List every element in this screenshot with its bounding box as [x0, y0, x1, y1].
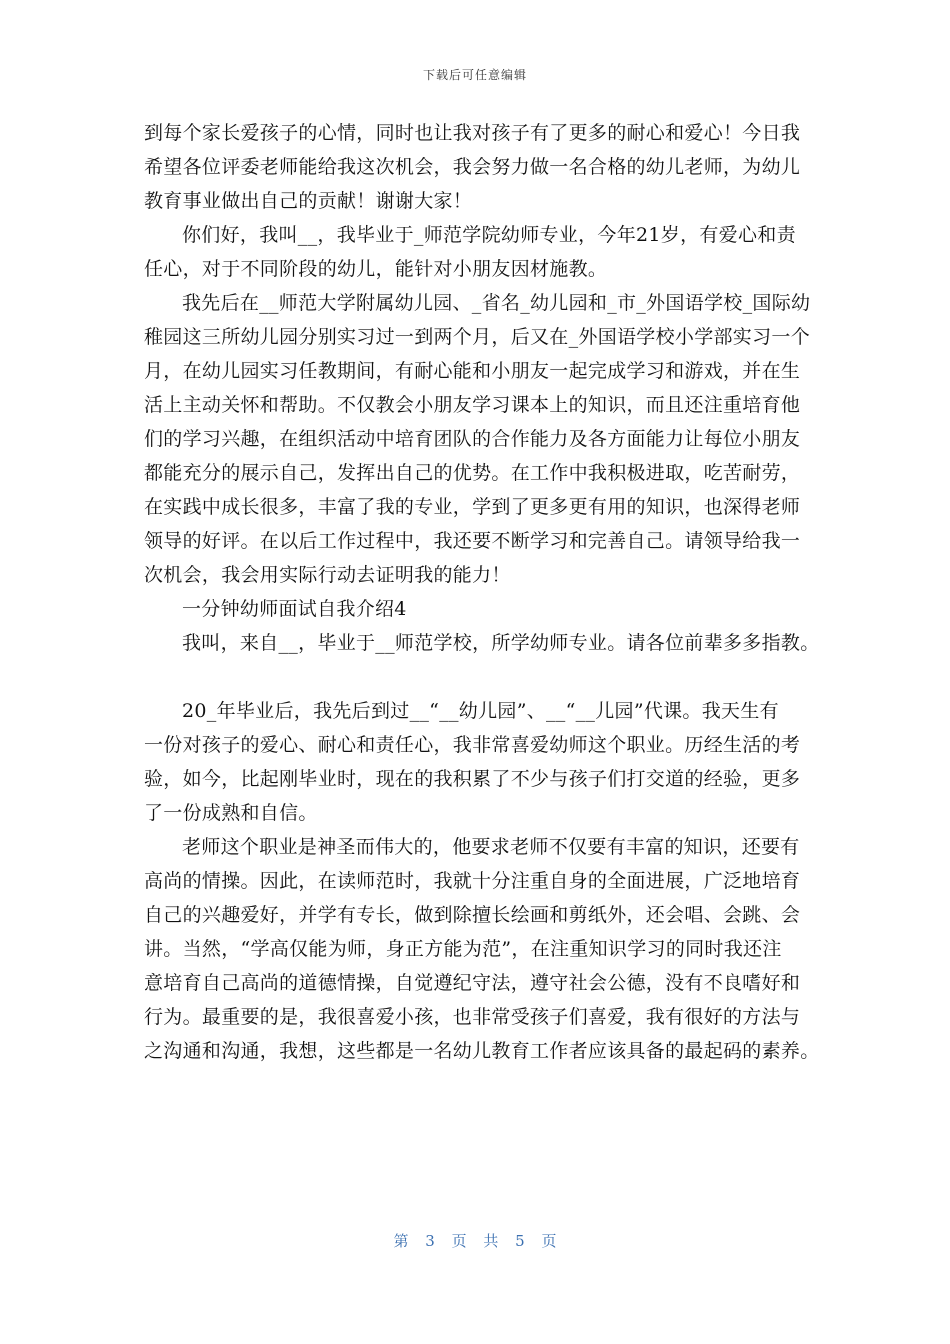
- text-line: 领导的好评。在以后工作过程中，我还要不断学习和完善自己。请领导给我一: [144, 530, 801, 552]
- page-number-footer: 第 3 页 共 5 页: [393, 1232, 557, 1250]
- text-line: 月，在幼儿园实习任教期间，有耐心能和小朋友一起完成学习和游戏，并在生: [144, 360, 801, 382]
- text-line: 行为。最重要的是，我很喜爱小孩，也非常受孩子们喜爱，我有很好的方法与: [144, 1006, 801, 1028]
- text-line: 稚园这三所幼儿园分别实习过一到两个月，后又在_外国语学校小学部实习一个: [144, 326, 811, 348]
- text-line: 都能充分的展示自己，发挥出自己的优势。在工作中我积极进取，吃苦耐劳，: [144, 462, 801, 484]
- text-line: 们的学习兴趣，在组织活动中培育团队的合作能力及各方面能力让每位小朋友: [144, 428, 801, 450]
- blank-line: [144, 660, 808, 694]
- paragraph-start-line: 20_年毕业后，我先后到过__“__幼儿园”、__“__儿园”代课。我天生有: [182, 700, 779, 722]
- text-line: 到每个家长爱孩子的心情，同时也让我对孩子有了更多的耐心和爱心！今日我: [144, 122, 801, 144]
- section-heading: 一分钟幼师面试自我介绍4: [182, 598, 407, 620]
- text-line: 讲。当然，“学高仅能为师，身正方能为范”，在注重知识学习的同时我还注: [144, 938, 782, 960]
- paragraph-start-line: 你们好，我叫__，我毕业于_师范学院幼师专业，今年21岁，有爱心和责: [182, 224, 796, 246]
- text-line: 验，如今，比起刚毕业时，现在的我积累了不少与孩子们打交道的经验，更多: [144, 768, 801, 790]
- text-line: 教育事业做出自己的贡献！谢谢大家！: [144, 190, 473, 212]
- paragraph-start-line: 我叫，来自__，毕业于__师范学校，所学幼师专业。请各位前辈多多指教。: [182, 632, 820, 654]
- page-header: 下载后可任意编辑: [422, 68, 527, 82]
- text-line: 自己的兴趣爱好，并学有专长，做到除擅长绘画和剪纸外，还会唱、会跳、会: [144, 904, 801, 926]
- paragraph-start-line: 我先后在__师范大学附属幼儿园、_省名_幼儿园和_市_外国语学校_国际幼: [182, 292, 811, 314]
- text-line: 了一份成熟和自信。: [144, 802, 318, 824]
- document-body: [144, 116, 820, 1068]
- text-line: 高尚的情操。因此，在读师范时，我就十分注重自身的全面进展，广泛地培育: [144, 870, 801, 892]
- text-line: 希望各位评委老师能给我这次机会，我会努力做一名合格的幼儿老师，为幼儿: [144, 156, 801, 178]
- text-line: 一份对孩子的爱心、耐心和责任心，我非常喜爱幼师这个职业。历经生活的考: [144, 734, 801, 756]
- text-line: 意培育自己高尚的道德情操，自觉遵纪守法，遵守社会公德，没有不良嗜好和: [144, 972, 801, 994]
- paragraph-start-line: 老师这个职业是神圣而伟大的，他要求老师不仅要有丰富的知识，还要有: [182, 836, 800, 858]
- text-line: 任心，对于不同阶段的幼儿，能针对小朋友因材施教。: [144, 258, 608, 280]
- text-line: 次机会，我会用实际行动去证明我的能力！: [144, 564, 511, 586]
- text-line: 之沟通和沟通，我想，这些都是一名幼儿教育工作者应该具备的最起码的素养。: [144, 1040, 820, 1062]
- text-line: 活上主动关怀和帮助。不仅教会小朋友学习课本上的知识，而且还注重培育他: [144, 394, 801, 416]
- text-line: 在实践中成长很多，丰富了我的专业，学到了更多更有用的知识，也深得老师: [144, 496, 801, 518]
